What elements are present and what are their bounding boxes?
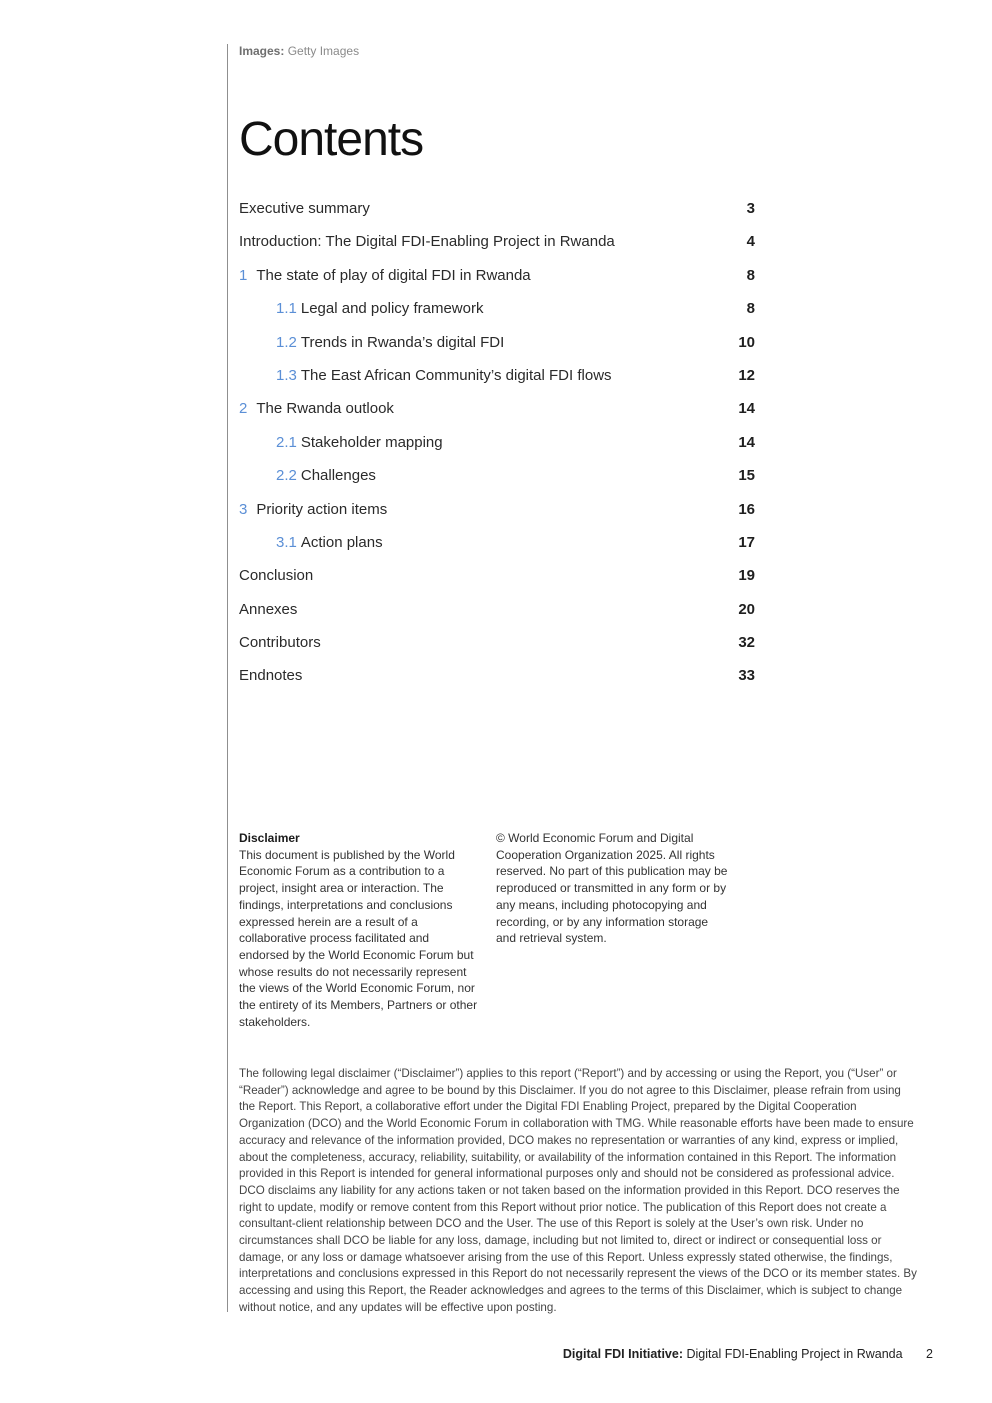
- image-credit-label: Images:: [239, 44, 285, 58]
- disclaimer-heading: Disclaimer: [239, 831, 300, 845]
- toc-entry-page: 10: [738, 333, 755, 351]
- toc-entry-label: Action plans: [300, 533, 383, 551]
- toc-entry-page: 33: [738, 667, 755, 685]
- toc-entry-number: 2.2: [276, 467, 297, 485]
- toc-entry-label: Legal and policy framework: [300, 300, 484, 318]
- toc-entry-page: 15: [738, 467, 755, 485]
- disclaimer-block: [239, 830, 479, 1030]
- toc-entry-label: The Rwanda outlook: [256, 400, 394, 418]
- image-credit-value: Getty Images: [287, 44, 360, 58]
- toc-entry-label: The state of play of digital FDI in Rwanda: [256, 266, 531, 284]
- footer-page-number: 2: [926, 1347, 933, 1361]
- toc-entry-number: 3: [239, 500, 248, 518]
- toc-entry-page: 32: [738, 634, 755, 652]
- toc-entry-number: 1.3: [276, 366, 297, 384]
- toc-entry-label: Stakeholder mapping: [300, 433, 443, 451]
- toc-entry-label: The East African Community’s digital FDI flows: [300, 366, 612, 384]
- toc-entry[interactable]: [239, 259, 755, 292]
- table-of-contents: [239, 192, 755, 693]
- toc-entry-label: Executive summary: [239, 200, 370, 217]
- toc-entry-page: 16: [738, 500, 755, 518]
- toc-entry-label: Annexes: [239, 600, 298, 618]
- toc-entry-page: 3: [746, 200, 755, 217]
- toc-entry[interactable]: [239, 392, 755, 425]
- toc-entry[interactable]: [239, 359, 755, 392]
- legal-disclaimer: The following legal disclaimer (“Disclaimer”) applies to this report (“Report”) and by accessing or using the Report, you (“User” or “Reader”) acknowledge and agree to be bound by this Disclaimer. If you do not agree to this Disclaimer, please refrain from using the Report. This Report, a collaborative effort under the Digital FDI Enabling Project, prepared by the Digital Cooperation Organization (DCO) and the World Economic Forum in collaboration with TMG. While reasonable efforts have been made to ensure accuracy and relevance of the information provided, DCO makes no representation or warranties of any kind, express or implied, about the completeness, accuracy, reliability, suitability, or availability of the information contained in this Report. The information provided in this Report is intended for general informational purposes only and should not be considered as professional advice. DCO disclaims any liability for any actions taken or not taken based on the information provided in this Report. DCO reserves the right to update, modify or remove content from this Report without prior notice. The publication of this Report does not create a consultant-client relationship between DCO and the User. The use of this Report is solely at the User’s own risk. Under no circumstances shall DCO be liable for any loss, damage, including but not limited to, direct or indirect or consequential loss or damage, or any loss or damage whatsoever arising from the use of this Report. Unless expressly stated otherwise, the findings, interpretations and conclusions expressed in this Report do not necessarily represent the views of the DCO or its member states. By accessing and using this Report, the Reader acknowledges and agrees to the terms of this Disclaimer, which is subject to change without notice, and any updates will be effective upon posting.: [239, 1067, 917, 1314]
- toc-entry-label: Introduction: The Digital FDI-Enabling Project in Rwanda: [239, 233, 615, 251]
- toc-entry[interactable]: [239, 292, 755, 325]
- footer-series: Digital FDI Initiative:: [562, 1347, 683, 1361]
- toc-entry-number: 1: [239, 266, 248, 284]
- toc-entry-number: 1.1: [276, 300, 297, 318]
- toc-entry-label: Endnotes: [239, 667, 303, 685]
- toc-entry[interactable]: [239, 659, 755, 692]
- page-title: Contents: [239, 113, 424, 166]
- toc-entry-page: 12: [738, 366, 755, 384]
- toc-entry-label: Trends in Rwanda’s digital FDI: [300, 333, 505, 351]
- toc-entry[interactable]: [239, 559, 755, 592]
- image-credit: [239, 44, 359, 58]
- toc-entry[interactable]: [239, 459, 755, 492]
- toc-entry-page: 8: [746, 300, 755, 318]
- toc-entry[interactable]: [239, 192, 755, 225]
- page-footer: [563, 1347, 933, 1361]
- toc-entry[interactable]: [239, 493, 755, 526]
- toc-entry-label: Conclusion: [239, 567, 314, 585]
- copyright-notice: © World Economic Forum and Digital Cooperation Organization 2025. All rights reserved. No part of this publication may be reproduced or transmitted in any form or by any means, including photocopying and recording, or by any information storage and retrieval system.: [496, 831, 728, 946]
- toc-entry[interactable]: [239, 426, 755, 459]
- toc-entry-page: 4: [746, 233, 755, 251]
- toc-entry-label: Priority action items: [256, 500, 388, 518]
- toc-entry-page: 14: [738, 400, 755, 418]
- toc-entry-page: 14: [738, 433, 755, 451]
- toc-entry[interactable]: [239, 225, 755, 258]
- footer-doc-title: Digital FDI-Enabling Project in Rwanda: [686, 1347, 903, 1361]
- toc-entry-number: 3.1: [276, 533, 297, 551]
- toc-entry-page: 19: [738, 567, 755, 585]
- toc-entry-number: 2: [239, 400, 248, 418]
- toc-entry[interactable]: [239, 526, 755, 559]
- toc-entry-page: 17: [738, 533, 755, 551]
- toc-entry-page: 8: [746, 266, 755, 284]
- toc-entry-page: 20: [738, 600, 755, 618]
- margin-rule: [227, 44, 228, 1312]
- toc-entry[interactable]: [239, 326, 755, 359]
- toc-entry-label: Challenges: [300, 467, 376, 485]
- toc-entry-number: 2.1: [276, 433, 297, 451]
- toc-entry-number: 1.2: [276, 333, 297, 351]
- disclaimer-body: This document is published by the World Economic Forum as a contribution to a project, insight area or interaction. The findings, interpretations and conclusions expressed herein are a result of a collaborative process facilitated and endorsed by the World Economic Forum but whose results do not necessarily represent the views of the World Economic Forum, nor the entirety of its Members, Partners or other stakeholders.: [239, 847, 478, 1029]
- toc-entry[interactable]: [239, 626, 755, 659]
- toc-entry[interactable]: [239, 593, 755, 626]
- toc-entry-label: Contributors: [239, 634, 321, 652]
